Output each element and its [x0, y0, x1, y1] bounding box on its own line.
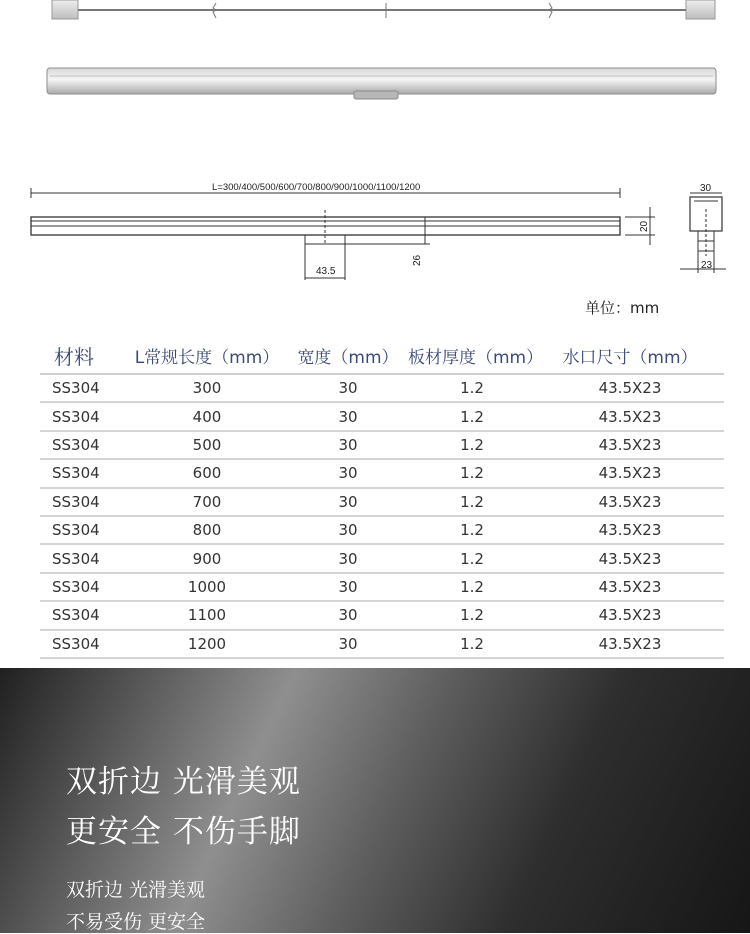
table-row — [40, 459, 724, 487]
cell-material: SS304 — [40, 516, 126, 544]
channel-height-label: 20 — [639, 220, 650, 232]
cell-material: SS304 — [40, 488, 126, 516]
cell-width: 30 — [288, 374, 408, 402]
cell-width: 30 — [288, 431, 408, 459]
cell-thickness: 1.2 — [408, 374, 536, 402]
cell-thickness: 1.2 — [408, 402, 536, 430]
cell-width: 30 — [288, 459, 408, 487]
banner-subline-2: 不易受伤 更安全 — [66, 911, 206, 933]
cell-width: 30 — [288, 601, 408, 629]
cell-thickness: 1.2 — [408, 544, 536, 572]
cell-length: 600 — [126, 459, 288, 487]
feature-banner — [0, 668, 750, 933]
cell-width: 30 — [288, 573, 408, 601]
cell-thickness: 1.2 — [408, 459, 536, 487]
cell-material: SS304 — [40, 402, 126, 430]
cell-material: SS304 — [40, 601, 126, 629]
cell-length: 400 — [126, 402, 288, 430]
cell-outlet-size: 43.5X23 — [536, 459, 724, 487]
top-view-bar — [52, 0, 715, 19]
cell-material: SS304 — [40, 431, 126, 459]
cell-length: 700 — [126, 488, 288, 516]
cell-material: SS304 — [40, 573, 126, 601]
cell-outlet-size: 43.5X23 — [536, 601, 724, 629]
cell-length: 800 — [126, 516, 288, 544]
cell-thickness: 1.2 — [408, 573, 536, 601]
cell-outlet-size: 43.5X23 — [536, 630, 724, 658]
header-length: L常规长度（mm） — [126, 337, 288, 374]
cell-length: 1100 — [126, 601, 288, 629]
cell-length: 1000 — [126, 573, 288, 601]
cell-material: SS304 — [40, 459, 126, 487]
cell-thickness: 1.2 — [408, 488, 536, 516]
cell-outlet-size: 43.5X23 — [536, 402, 724, 430]
side-outlet-label: 23 — [701, 260, 713, 271]
banner-headline-1: 双折边 光滑美观 — [66, 764, 301, 800]
cell-material: SS304 — [40, 544, 126, 572]
header-thickness: 板材厚度（mm） — [408, 337, 536, 374]
cell-thickness: 1.2 — [408, 601, 536, 629]
cell-thickness: 1.2 — [408, 431, 536, 459]
cell-thickness: 1.2 — [408, 516, 536, 544]
outlet-width-label: 43.5 — [316, 266, 336, 277]
table-row — [40, 601, 724, 629]
cell-width: 30 — [288, 630, 408, 658]
unit-label: 单位：mm — [585, 299, 660, 317]
header-material: 材料 — [40, 337, 126, 374]
header-outlet-size: 水口尺寸（mm） — [536, 337, 724, 374]
cell-outlet-size: 43.5X23 — [536, 573, 724, 601]
cell-material: SS304 — [40, 374, 126, 402]
table-row — [40, 431, 724, 459]
side-width-label: 30 — [700, 183, 712, 194]
cell-width: 30 — [288, 402, 408, 430]
channel-3d-view — [47, 68, 716, 99]
table-row — [40, 516, 724, 544]
cell-outlet-size: 43.5X23 — [536, 374, 724, 402]
cell-material: SS304 — [40, 630, 126, 658]
cell-width: 30 — [288, 544, 408, 572]
table-row — [40, 630, 724, 658]
cell-length: 1200 — [126, 630, 288, 658]
cell-thickness: 1.2 — [408, 630, 536, 658]
spec-table — [40, 337, 724, 659]
cell-outlet-size: 43.5X23 — [536, 488, 724, 516]
banner-subline-1: 双折边 光滑美观 — [66, 879, 206, 901]
outlet-height-label: 26 — [412, 254, 423, 266]
cell-outlet-size: 43.5X23 — [536, 544, 724, 572]
technical-drawing — [0, 0, 750, 330]
length-label: L=300/400/500/600/700/800/900/1000/1100/1200 — [212, 182, 421, 193]
banner-headline-2: 更安全 不伤手脚 — [66, 814, 301, 850]
cell-width: 30 — [288, 516, 408, 544]
cell-width: 30 — [288, 488, 408, 516]
header-width: 宽度（mm） — [288, 337, 408, 374]
cell-length: 900 — [126, 544, 288, 572]
cell-length: 300 — [126, 374, 288, 402]
table-row — [40, 488, 724, 516]
table-row — [40, 573, 724, 601]
table-header-row — [40, 337, 724, 374]
table-row — [40, 544, 724, 572]
front-view-drawing — [31, 188, 655, 280]
table-row — [40, 374, 724, 402]
cell-outlet-size: 43.5X23 — [536, 516, 724, 544]
cell-outlet-size: 43.5X23 — [536, 431, 724, 459]
table-row — [40, 402, 724, 430]
cell-length: 500 — [126, 431, 288, 459]
